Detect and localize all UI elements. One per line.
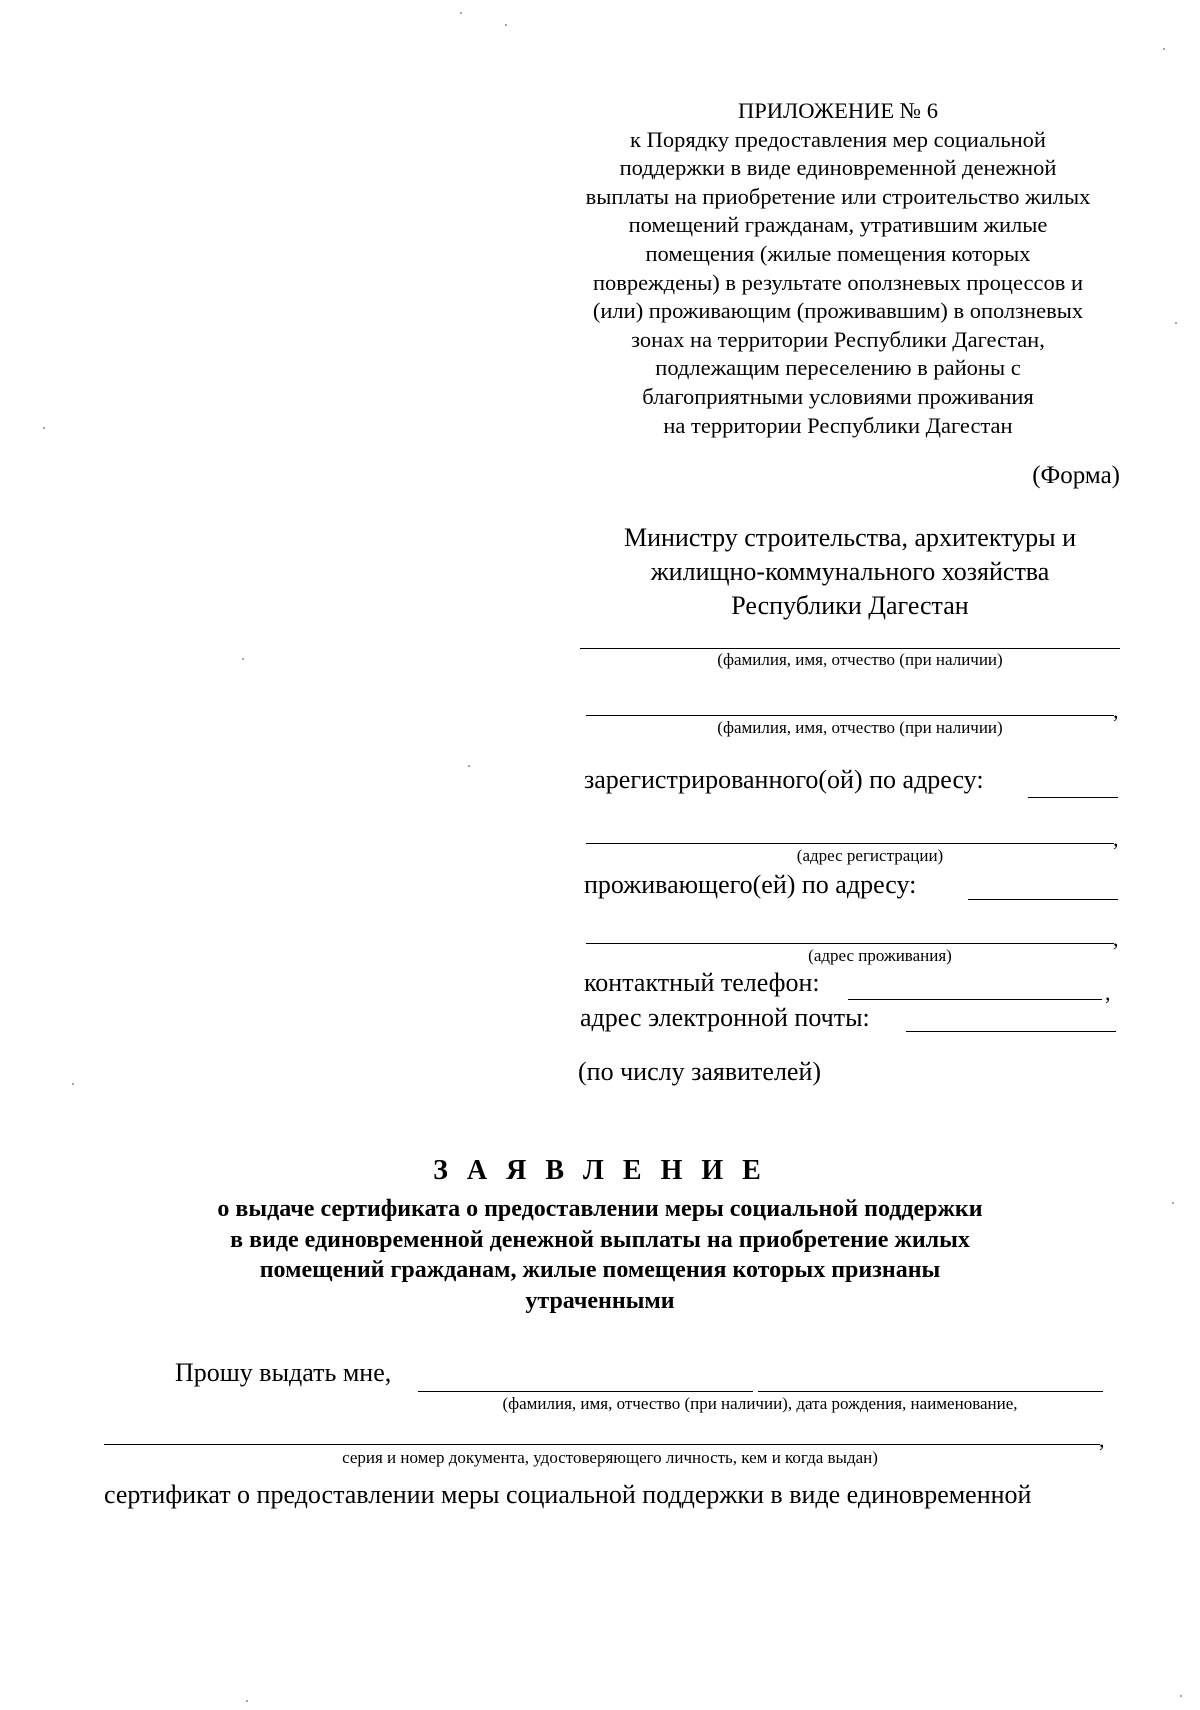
registered-address-label: зарегистрированного(ой) по адресу: — [584, 765, 984, 794]
registered-address-field-2[interactable] — [586, 843, 1114, 844]
appendix-line: ПРИЛОЖЕНИЕ № 6 — [737, 98, 939, 123]
appendix-line: на территории Республики Дагестан — [663, 412, 1013, 438]
scan-speck — [242, 658, 244, 660]
subtitle-line: в виде единовременной денежной выплаты на приобретение жилых — [230, 1226, 970, 1253]
residence-comma: , — [1113, 926, 1119, 951]
fio-field-1[interactable] — [580, 648, 1120, 649]
residence-address-label: проживающего(ей) по адресу: — [584, 870, 917, 899]
scan-speck — [43, 427, 45, 429]
scan-speck — [1175, 322, 1177, 324]
addressee-block — [560, 521, 1140, 623]
form-label: (Форма) — [1032, 462, 1120, 489]
request-field-1a[interactable] — [418, 1391, 753, 1392]
scan-speck — [460, 12, 462, 14]
subtitle-line: помещений гражданам, жилые помещения которых признаны — [259, 1257, 941, 1283]
fio-hint-1: (фамилия, имя, отчество (при наличии) — [717, 650, 1003, 669]
email-label: адрес электронной почты: — [580, 1003, 870, 1032]
fio-field-2[interactable] — [586, 715, 1114, 716]
appendix-line: подлежащим переселению в районы с — [655, 355, 1021, 381]
subtitle-line: о выдаче сертификата о предоставлении меры социальной поддержки — [217, 1196, 983, 1222]
request-field-1b[interactable] — [758, 1391, 1103, 1392]
fio-hint-2: (фамилия, имя, отчество (при наличии) — [717, 718, 1003, 737]
scan-speck — [505, 24, 507, 26]
request-comma: , — [1099, 1427, 1105, 1452]
scan-speck — [1172, 1202, 1174, 1204]
appendix-line: благоприятными условиями проживания — [642, 383, 1034, 409]
appendix-line: (или) проживающим (проживавшим) в оползневых — [592, 298, 1084, 324]
addressee-line: жилищно-коммунального хозяйства — [650, 557, 1050, 586]
appendix-line: зонах на территории Республики Дагестан, — [631, 326, 1045, 352]
scan-speck — [1163, 48, 1165, 50]
residence-address-field-2[interactable] — [586, 943, 1114, 944]
fio-comma: , — [1113, 698, 1119, 723]
registered-comma: , — [1113, 826, 1119, 851]
appendix-line: поддержки в виде единовременной денежной — [619, 155, 1057, 181]
scan-speck — [72, 1083, 74, 1085]
request-body-line: сертификат о предоставлении меры социальной поддержки в виде единовременной — [104, 1480, 1032, 1509]
subtitle-line: утраченными — [525, 1287, 675, 1314]
appendix-line: повреждены) в результате оползневых процессов и — [592, 269, 1084, 295]
phone-label: контактный телефон: — [584, 968, 820, 997]
appendix-line: помещения (жилые помещения которых — [645, 240, 1031, 266]
appendix-header — [548, 97, 1128, 440]
request-hint-1: (фамилия, имя, отчество (при наличии), дата рождения, наименование, — [502, 1394, 1018, 1413]
request-lead: Прошу выдать мне, — [175, 1358, 392, 1387]
appendix-line: к Порядку предоставления мер социальной — [630, 126, 1046, 152]
request-hint-2: серия и номер документа, удостоверяющего личность, кем и когда выдан) — [342, 1448, 878, 1467]
addressee-line: Республики Дагестан — [731, 591, 969, 620]
residence-hint: (адрес проживания) — [808, 946, 952, 965]
phone-comma: , — [1105, 980, 1111, 1005]
request-field-2[interactable] — [104, 1444, 1100, 1445]
addressee-line: Министру строительства, архитектуры и — [623, 523, 1077, 552]
residence-address-field[interactable] — [968, 899, 1118, 900]
scan-speck — [1180, 1695, 1182, 1697]
email-field[interactable] — [906, 1031, 1116, 1032]
phone-field[interactable] — [848, 999, 1102, 1000]
registration-hint: (адрес регистрации) — [796, 846, 944, 865]
registered-address-field[interactable] — [1028, 797, 1118, 798]
statement-subtitle — [150, 1194, 1050, 1316]
statement-title: З А Я В Л Е Н И Е — [433, 1155, 767, 1186]
scan-speck — [246, 1700, 248, 1702]
appendix-line: помещений гражданам, утратившим жилые — [628, 212, 1048, 238]
appendix-line: выплаты на приобретение или строительство жилых — [585, 183, 1091, 209]
scan-speck — [468, 765, 470, 767]
applicants-note: (по числу заявителей) — [578, 1057, 822, 1086]
